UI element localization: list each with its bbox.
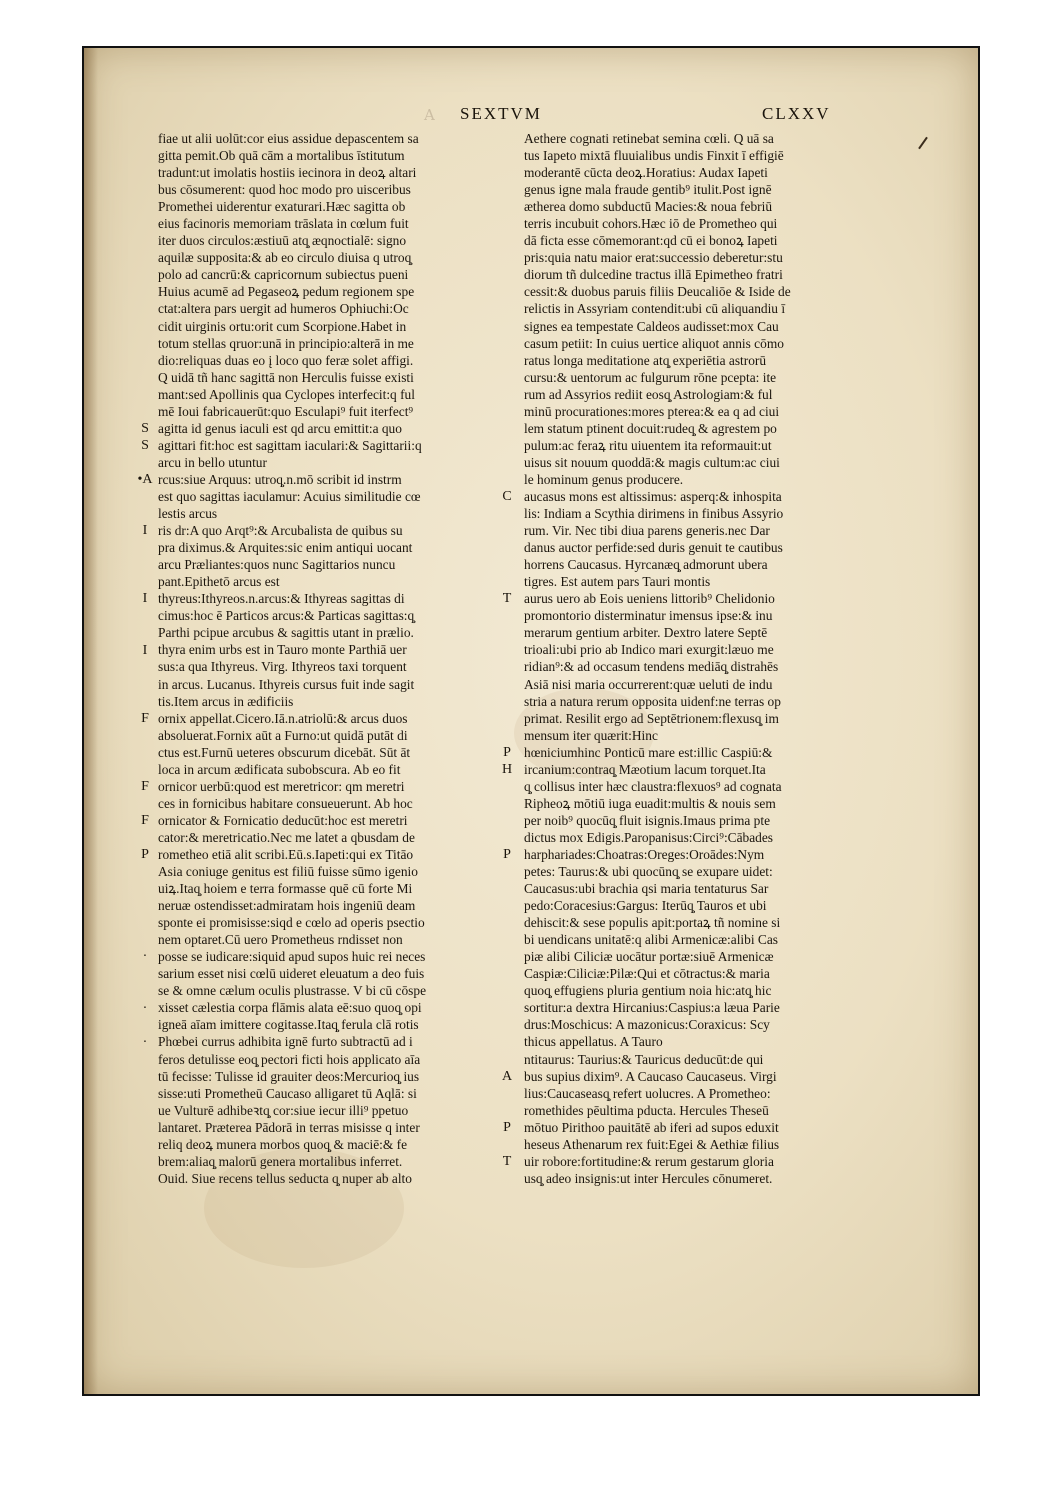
- text-line: ircanium:contraq̧ Mæotium lacum torquet.Ita: [524, 761, 766, 777]
- text-line: ornix appellat.Cicero.Iā.n.atriolū:& arcus duos: [158, 710, 408, 726]
- text-line: absoluerat.Fornix aūt a Furno:ut quidā putāt di: [158, 727, 408, 743]
- right-text-column: [524, 130, 858, 1187]
- margin-guide-letter: ·: [142, 949, 148, 965]
- text-line: danus auctor perfide:sed duris genuit te cautibus: [524, 540, 783, 556]
- text-line: ntitaurus: Taurius:& Tauricus deducūt:de qui: [524, 1051, 764, 1067]
- text-line: ctus est.Furnū ueteres obscurum dicebāt. Sūt āt: [158, 744, 411, 760]
- text-line: arcu Præliantes:quos nunc Sagittarios nuncu: [158, 557, 396, 573]
- text-line: moderantē cūcta deoꝝ.Horatius: Audax Iapeti: [524, 165, 768, 181]
- text-line: Asia coniuge genitus est filiū fuisse sūmo igenio: [158, 864, 418, 880]
- left-text-column: [158, 130, 492, 1187]
- text-line: mē Ioui fabricauerūt:quo Esculapi⁹ fuit iterfect⁹: [158, 403, 414, 419]
- text-line: agitta id genus iaculi est qd arcu emittit:a quo: [158, 420, 402, 436]
- margin-guide-letter: A: [501, 1068, 513, 1084]
- text-line: q̧ collisus inter hæc claustra:flexuos⁹ ad cognata: [524, 778, 782, 794]
- ghost-bleed-text: A: [424, 106, 437, 124]
- text-line: tradunt:ut imolatis hostiis iecinora in deoꝝ altari: [158, 165, 417, 181]
- text-line: in arcus. Lucanus. Ithyreis cursus fuit inde sagit: [158, 676, 415, 692]
- margin-guide-letter: I: [142, 591, 148, 607]
- text-line: ridian⁹:& ad occasum tendens mediāq̧ distrahēs: [524, 659, 779, 675]
- text-line: tus Iapeto mixtā fluuialibus undis Finxit ī effigiē: [524, 148, 784, 164]
- text-line: ris dr:A quo Arqt⁹:& Arcubalista de quibus su: [158, 523, 403, 539]
- margin-guide-letter: I: [142, 523, 148, 539]
- text-line: thicus appellatus. A Tauro: [524, 1034, 663, 1050]
- running-title: SEXTVM: [460, 104, 542, 123]
- text-line: promontorio disterminatur imensus ipse:& inu: [524, 608, 773, 624]
- text-line: aquilæ supposita:& ab eo circulo diuisa q utroq̧: [158, 250, 412, 266]
- text-line: stria a natura rerum opposita uidenf:ne terras op: [524, 693, 781, 709]
- margin-guide-letter: P: [503, 847, 511, 863]
- text-line: minū procurationes:mores ptereа:& ea q ad ciui: [524, 403, 780, 419]
- text-line: trioali:ubi prio ab Indico mari exurgit:læuo me: [524, 642, 774, 658]
- margin-guide-letter: T: [502, 1154, 512, 1169]
- text-line: loca in arcum ædificata subobscura. Ab eo fit: [158, 761, 401, 777]
- text-line: Asiā nisi maria occurrerent:quæ ueluti de indu: [524, 676, 773, 692]
- margin-guide-letter: F: [141, 710, 149, 726]
- text-line: cessit:& duobus paruis filiis Deucaliōe & Iside de: [524, 284, 791, 300]
- text-line: Parthi pcipue arcubus & sagittis utant in prælio.: [158, 625, 414, 641]
- text-line: Caspiæ:Ciliciæ:Pilæ:Qui et cōtractus:& maria: [524, 966, 770, 982]
- text-line: rum ad Assyrios rediit eosq̧ Astrologiam:& ful: [524, 386, 773, 402]
- text-line: lius:Caucaseasq̧ refert uolucres. A Prometheo:: [524, 1085, 771, 1101]
- text-line: pulum:ac feraꝝ ritu uiuentem ita reformauit:ut: [524, 437, 772, 453]
- text-line: petes: Taurus:& ubi quocūnq̧ se exupare uidet:: [524, 864, 773, 880]
- text-line: rometheo etiā alit scribi.Eū.s.Iapeti:qui ex Titāo: [158, 846, 414, 862]
- text-line: eius facinoris memoriam trāslata in cœlum fuit: [158, 216, 409, 232]
- text-line: ctat:altera pars uergit ad humeros Ophiuchi:Oc: [158, 301, 409, 317]
- text-line: lem statum ptinent docuit:rudeq̧ & agrestem po: [524, 420, 777, 436]
- text-line: hœniciumhinc Ponticū mare est:illic Caspiū:&: [524, 744, 773, 760]
- text-line: Ripheoꝝ mōtiū iuga euadit:multis & nouis sem: [524, 795, 776, 811]
- text-line: posse se iudicare:siquid apud supos huic rei neces: [158, 949, 426, 965]
- text-line: cimus:hoc ē Particos arcus:& Particas sagittas:q̧: [158, 608, 415, 624]
- text-line: pra diximus.& Arquites:sic enim antiqui uocant: [158, 540, 413, 556]
- text-line: dio:reliquas duas eo į loco quo feræ solet affigi.: [158, 352, 414, 368]
- text-line: heseus Athenarum rex fuit:Egei & Aethiæ filius: [524, 1136, 780, 1152]
- text-line: feros detulisse eoq̧ pectori ficti hois applicato aīa: [158, 1051, 421, 1067]
- text-line: dictus mox Edigis.Paropanisus:Circi⁹:Cābades: [524, 829, 774, 845]
- text-line: ornicator & Fornicatio deducūt:hoc est meretri: [158, 812, 408, 828]
- text-line: brem:aliaq̧ malorū genera mortalibus inferret.: [158, 1153, 403, 1169]
- page-gutter-shadow: [84, 48, 98, 1394]
- text-line: Q uidā tñ hanc sagittā non Herculis fuisse existi: [158, 369, 414, 385]
- text-line: Caucasus:ubi brachia qsi maria tentaturus Sar: [524, 881, 769, 897]
- text-line: thyra enim urbs est in Tauro monte Parthiā uer: [158, 642, 407, 658]
- text-line: dehiscit:& sese populis apit:portaꝝ tñ nomine si: [524, 915, 781, 931]
- margin-guide-letter: F: [141, 778, 149, 794]
- text-line: diorum tñ dulcedine tractus illā Epimetheo fratri: [524, 267, 783, 283]
- margin-guide-letter: P: [141, 847, 149, 863]
- text-line: Promethei uiderentur exaturari.Hæc sagitta ob: [158, 199, 406, 215]
- text-line: ratus longa meditatione atq̧ experiētia astrorū: [524, 352, 767, 368]
- text-line: signes ea tempestate Caldeos audisset:mox Cau: [524, 318, 779, 334]
- text-line: rum. Vir. Nec tibi diua parens generis.nec Dar: [524, 523, 770, 539]
- pen-mark: [918, 137, 928, 150]
- text-line: harphariades:Choatras:Oreges:Oroādes:Nym: [524, 846, 765, 862]
- text-line: tigres. Est autem pars Tauri montis: [524, 574, 711, 590]
- text-line: cator:& meretricatio.Nec me latet a qbusdam de: [158, 829, 415, 845]
- margin-guide-letter: P: [503, 1119, 511, 1135]
- text-line: arcu in bello utuntur: [158, 454, 267, 470]
- text-line: sponte ei promisisse:siqd e cœlo ad operis psectio: [158, 915, 425, 931]
- text-line: nem optaret.Cū uero Prometheus rndisset non: [158, 932, 403, 948]
- margin-guide-letter: ·: [142, 1000, 148, 1016]
- margin-guide-letter: S: [141, 437, 149, 453]
- text-line: pris:quia natu maior erat:successio deberetur:stu: [524, 250, 783, 266]
- text-line: aurus uero ab Eois ueniens littorib⁹ Chelidonio: [524, 591, 775, 607]
- text-line: quoq̧ effugiens pluria gentium noia hic:atq̧ hic: [524, 983, 772, 999]
- text-line: dā ficta esse cōmemorant:qd cū ei bonoꝝ Iapeti: [524, 233, 778, 249]
- text-line: polo ad cancrū:& capricornum subiectus pueni: [158, 267, 409, 283]
- text-line: sarium esset nisi cœlū uideret eleuatum a deo fuis: [158, 966, 425, 982]
- text-line: drus:Moschicus: A mazonicus:Coraxicus: Scy: [524, 1017, 770, 1033]
- text-line: primat. Resilit ergo ad Septētrionem:flexusq̧ im: [524, 710, 779, 726]
- text-line: neruæ ostendisset:admiratam hois ingeniū deam: [158, 898, 416, 914]
- text-line: tū fecisse: Tulisse id grauiter deos:Mercurioq̧ ius: [158, 1068, 420, 1084]
- text-line: fiae ut alii uolūt:cor eius assidue depascentem sa: [158, 131, 419, 146]
- text-line: se & omne cælum oculis plustrasse. V bi cū cōspe: [158, 983, 427, 999]
- text-line: uir robore:fortitudine:& rerum gestarum gloria: [524, 1153, 774, 1169]
- margin-guide-letter: I: [142, 642, 148, 658]
- text-line: sisse:uti Prometheū Caucaso alligaret tū Aqlā: si: [158, 1085, 417, 1101]
- text-line: igneā aīam imittere cogitasse.Itaq̧ ferula clā rotis: [158, 1017, 419, 1033]
- margin-guide-letter: C: [502, 489, 512, 505]
- text-line: ue Vulturē adhibeꝛtq̧ cor:siue iecur illi⁹ ppetuo: [158, 1102, 409, 1118]
- text-line: usq̧ adeo insignis:ut inter Hercules cōnumeret.: [524, 1170, 773, 1186]
- text-line: iter duos circulos:æstiuū atq̧ æqnoctialē: signo: [158, 233, 407, 249]
- page-header: [84, 104, 978, 128]
- text-line: piæ alibi Ciliciæ uocātur portæ:siuē Armenicæ: [524, 949, 774, 965]
- text-line: casum petiit: In cuius uertice aliquot annis cōmo: [524, 335, 784, 351]
- margin-guide-letter: P: [503, 744, 511, 760]
- text-line: terris incubuit cohors.Hæc iō de Prometheo qui: [524, 216, 778, 232]
- text-line: lis: Indiam a Scythia dirimens in finibus Assyrio: [524, 506, 784, 522]
- text-line: uisus sit nouum quoddā:& magis cultum:ac ciui: [524, 454, 780, 470]
- margin-guide-letter: T: [502, 591, 512, 607]
- text-line: bus cōsumerent: quod hoc modo pro uisceribus: [158, 182, 411, 198]
- text-line: horrens Caucasus. Hyrcanæq̧ admorunt ubera: [524, 557, 768, 573]
- text-line: est quo sagittas iaculamur: Acuius similitudie cœ: [158, 488, 421, 504]
- margin-guide-letter: •A: [137, 472, 153, 487]
- text-line: ces in fornicibus habitare consueuerunt. Ab hoc: [158, 795, 413, 811]
- text-line: aucasus mons est altissimus: asperq:& inhospita: [524, 488, 782, 504]
- text-line: cidit uirginis ortu:orit cum Scorpione.Habet in: [158, 318, 407, 334]
- text-line: Ouid. Siue recens tellus seducta q̧ nuper ab alto: [158, 1170, 412, 1186]
- text-line: bus supius dixim⁹. A Caucaso Caucaseus. Virgi: [524, 1068, 777, 1084]
- folio-number: CLXXV: [762, 104, 831, 123]
- text-line: ætherea domo subductū Macies:& noua febriū: [524, 199, 773, 215]
- text-line: genus igne mala fraude gentib⁹ itulit.Post ignē: [524, 182, 772, 198]
- margin-guide-letter: F: [141, 813, 149, 828]
- text-line: merarum gentium arbiter. Dextro latere Septē: [524, 625, 768, 641]
- text-line: agittari fit:hoc est sagittam iaculari:& Sagittarii:q: [158, 437, 422, 453]
- text-line: mensum iter quærit:Hinc: [524, 727, 658, 743]
- text-line: sortitur:a dextra Hircanius:Caspius:a læua Parie: [524, 1000, 780, 1016]
- text-line: lestis arcus: [158, 506, 218, 522]
- text-line: mōtuo Pirithoo pauitātē ab iferi ad supos eduxit: [524, 1119, 779, 1135]
- text-line: uiꝝ.Itaq̧ hoiem e terra formasse quē cū forte Mi: [158, 881, 413, 897]
- text-line: tis.Item arcus in ædificiis: [158, 693, 294, 709]
- text-line: pedo:Coracesius:Gargus: Iterūq̧ Tauros et ubi: [524, 898, 767, 914]
- margin-guide-letter: H: [501, 761, 513, 777]
- text-line: rcus:siue Arquus: utroq̧.n.mō scribit id instrm: [158, 471, 402, 487]
- text-line: pant.Epithetō arcus est: [158, 574, 280, 590]
- text-line: gitta pemit.Ob quā cām a mortalibus īstitutum: [158, 148, 405, 164]
- text-line: Phœbei currus adhibita ignē furto subtractū ad i: [158, 1034, 413, 1050]
- text-line: ornicor uerbū:quod est meretricor: qm meretri: [158, 778, 405, 794]
- text-line: reliq deoꝝ munera morbos quoq̧ & maciē:& fe: [158, 1136, 408, 1152]
- text-line: Huius acumē ad Pegaseoꝝ pedum regionem spe: [158, 284, 415, 300]
- text-line: mant:sed Apollinis qua Cyclopes interfecit:q ful: [158, 386, 415, 402]
- text-line: thyreus:Ithyreos.n.arcus:& Ithyreas sagittas di: [158, 591, 405, 607]
- text-line: le hominum genus producere.: [524, 471, 684, 487]
- text-line: relictis in Assyriam contendit:ubi cū aliquandiu ī: [524, 301, 786, 317]
- manuscript-page: [84, 48, 978, 1394]
- margin-guide-letter: S: [141, 420, 149, 436]
- text-line: xisset cælestia corpa flāmis alata eē:suo quoq̧ opi: [158, 1000, 422, 1016]
- text-line: romethides pēultima pducta. Hercules Theseū: [524, 1102, 769, 1118]
- text-line: cursu:& uentorum ac fulgurum rōne pcepta: ite: [524, 369, 777, 385]
- text-line: sus:a qua Ithyreus. Virg. Ithyreos taxi torquent: [158, 659, 407, 675]
- margin-guide-letter: ·: [142, 1034, 148, 1050]
- text-line: lantaret. Præterea Pādorā in terras misisse q inter: [158, 1119, 420, 1135]
- text-line: per noib⁹ quocūq̧ fluit isignis.Imaus prima pte: [524, 812, 771, 828]
- text-line: totum stellas qruor:unā in principio:alterā in me: [158, 335, 414, 351]
- text-line: Aethere cognati retinebat semina cœli. Q uā sa: [524, 131, 774, 146]
- text-line: bi uendicans unitatē:q alibi Armenicæ:alibi Cas: [524, 932, 778, 948]
